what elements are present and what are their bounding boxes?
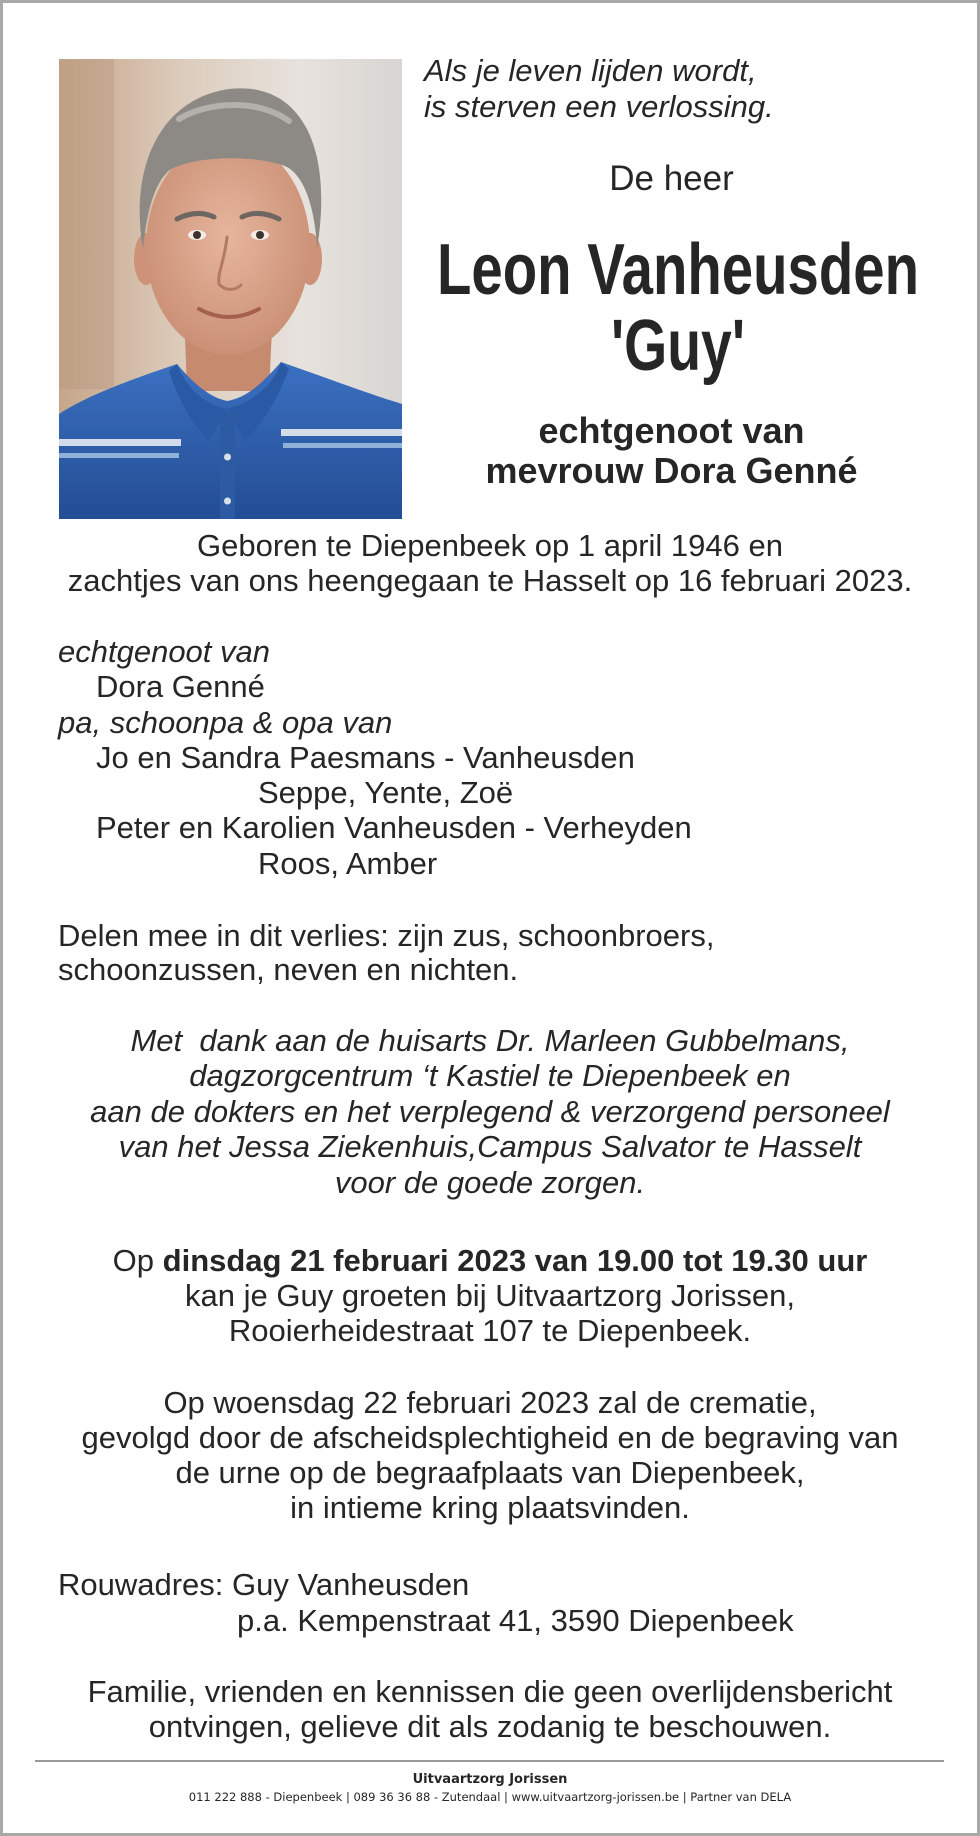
visitation-datetime: dinsdag 21 februari 2023 van 19.00 tot 19.30 uur bbox=[162, 1243, 868, 1278]
spouse-name: Dora Genné bbox=[96, 669, 265, 705]
thanks-line: van het Jessa Ziekenhuis,Campus Salvator te Hasselt bbox=[118, 1129, 862, 1165]
visitation-info bbox=[0, 1243, 980, 1348]
date-line: Geboren te Diepenbeek op 1 april 1946 en bbox=[197, 528, 783, 563]
spouse-heading-line: mevrouw Dora Genné bbox=[485, 450, 858, 491]
ceremony-info bbox=[0, 1385, 980, 1525]
sharing-line: Delen mee in dit verlies: zijn zus, schoonbroers, bbox=[58, 918, 715, 953]
spouse-label: echtgenoot van bbox=[58, 634, 271, 669]
family-list bbox=[58, 634, 938, 881]
birth-death-dates bbox=[0, 528, 980, 598]
ceremony-line: de urne op de begraafplaats van Diepenbeek, bbox=[175, 1455, 805, 1491]
ceremony-line: Op woensdag 22 februari 2023 zal de crematie, bbox=[163, 1385, 817, 1420]
children-label: pa, schoonpa & opa van bbox=[58, 704, 393, 740]
spouse-heading bbox=[424, 411, 919, 491]
thanks-line: Met dank aan de huisarts Dr. Marleen Gubbelmans, bbox=[130, 1023, 850, 1058]
photo-background-shade bbox=[59, 59, 114, 389]
deceased-name-block bbox=[424, 220, 934, 400]
address-line: p.a. Kempenstraat 41, 3590 Diepenbeek bbox=[237, 1603, 794, 1639]
visitation-line bbox=[0, 1243, 980, 1278]
portrait-photo bbox=[59, 59, 402, 519]
closing-line: ontvingen, gelieve dit als zodanig te beschouwen. bbox=[148, 1709, 832, 1745]
thanks-message bbox=[0, 1023, 980, 1200]
thanks-line: aan de dokters en het verplegend & verzorgend personeel bbox=[90, 1093, 890, 1129]
date-line: zachtjes van ons heengegaan te Hasselt op 16 februari 2023. bbox=[67, 563, 913, 599]
deceased-nickname: 'Guy' bbox=[611, 306, 745, 386]
visitation-line: Rooierheidestraat 107 te Diepenbeek. bbox=[228, 1313, 752, 1349]
ceremony-line: gevolgd door de afscheidsplechtigheid en de begraving van bbox=[81, 1420, 899, 1456]
visitation-line: kan je Guy groeten bij Uitvaartzorg Jorissen, bbox=[185, 1278, 795, 1314]
grandchildren: Roos, Amber bbox=[258, 845, 438, 881]
child-couple: Jo en Sandra Paesmans - Vanheusden bbox=[96, 739, 635, 775]
funeral-home-contact: 011 222 888 - Diepenbeek | 089 36 36 88 - Zutendaal | www.uitvaartzorg-jorissen.be | Partner van DELA bbox=[188, 1790, 792, 1804]
sharing-line: schoonzussen, neven en nichten. bbox=[58, 952, 519, 987]
child-couple: Peter en Karolien Vanheusden - Verheyden bbox=[96, 810, 692, 846]
face bbox=[146, 139, 310, 355]
quote-line: Als je leven lijden wordt, bbox=[424, 53, 757, 88]
grandchildren: Seppe, Yente, Zoë bbox=[258, 775, 514, 811]
mourning-address bbox=[58, 1567, 938, 1640]
sharing-grief bbox=[58, 919, 938, 987]
address-line: Rouwadres: Guy Vanheusden bbox=[58, 1567, 470, 1602]
closing-line: Familie, vrienden en kennissen die geen overlijdensbericht bbox=[87, 1674, 893, 1709]
spouse-heading-line: echtgenoot van bbox=[538, 410, 805, 451]
closing-note bbox=[0, 1674, 980, 1744]
deceased-name: Leon Vanheusden bbox=[437, 230, 919, 310]
thanks-line: voor de goede zorgen. bbox=[334, 1164, 646, 1200]
ceremony-line: in intieme kring plaatsvinden. bbox=[290, 1490, 690, 1526]
salutation: De heer bbox=[609, 159, 734, 198]
quote-line: is sterven een verlossing. bbox=[424, 89, 774, 125]
thanks-line: dagzorgcentrum ‘t Kastiel te Diepenbeek en bbox=[189, 1058, 791, 1094]
funeral-home-name: Uitvaartzorg Jorissen bbox=[412, 1772, 568, 1787]
opening-quote bbox=[424, 53, 774, 126]
footer-divider bbox=[35, 1760, 944, 1762]
visitation-prefix: Op bbox=[112, 1243, 155, 1278]
